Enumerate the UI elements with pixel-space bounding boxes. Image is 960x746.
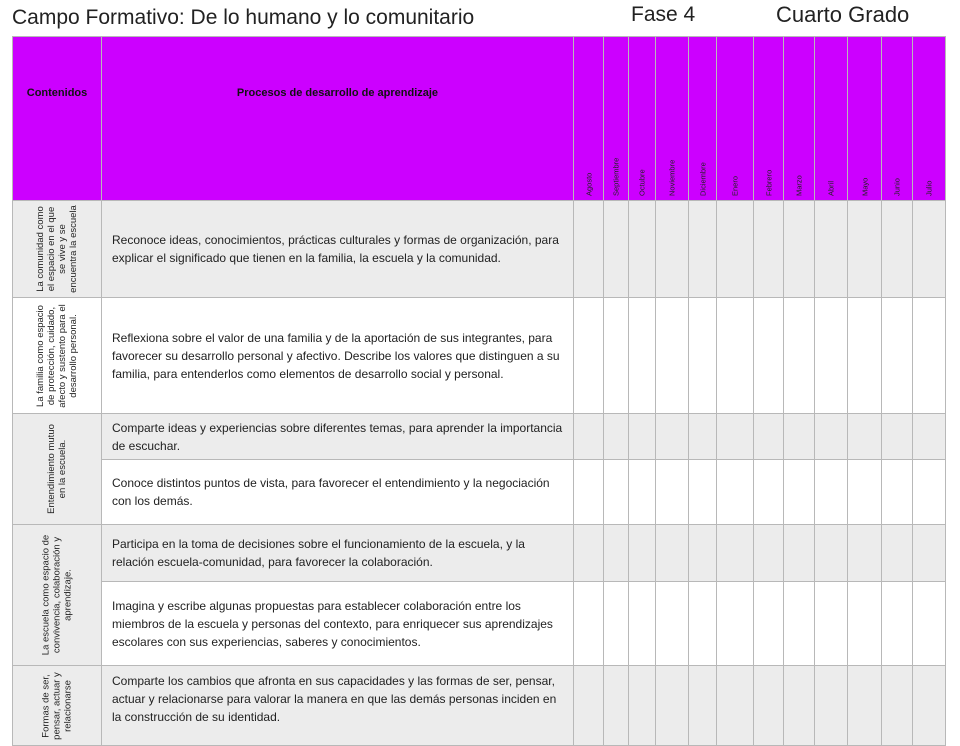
month-check-cell[interactable] <box>717 525 754 582</box>
month-check-cell[interactable] <box>629 414 656 460</box>
header-month <box>689 37 717 201</box>
month-check-cell[interactable] <box>656 201 689 298</box>
month-label: Septiembre <box>611 157 621 196</box>
contenido-text: Formas de ser, pensar, actuar y relacionarse <box>40 671 74 740</box>
month-check-cell[interactable] <box>882 525 913 582</box>
month-label: Noviembre <box>667 159 677 196</box>
month-check-cell[interactable] <box>574 582 604 666</box>
table-row <box>13 525 946 582</box>
month-check-cell[interactable] <box>815 414 848 460</box>
header-month <box>629 37 656 201</box>
month-label: Marzo <box>794 175 804 196</box>
month-check-cell[interactable] <box>882 582 913 666</box>
month-check-cell[interactable] <box>604 414 629 460</box>
proceso-cell: Participa en la toma de decisiones sobre el funcionamiento de la escuela, y la relación escuela-comunidad, para favorecer la colaboración. <box>102 525 574 582</box>
planning-table <box>12 36 946 746</box>
contenido-text: La familia como espacio de protección, cuidado, afecto y sustento para el desarrollo personal. <box>35 303 79 408</box>
header-month <box>882 37 913 201</box>
month-check-cell[interactable] <box>848 525 882 582</box>
header-month <box>913 37 946 201</box>
month-check-cell[interactable] <box>574 525 604 582</box>
proceso-cell: Imagina y escribe algunas propuestas para establecer colaboración entre los miembros de la escuela y personas del contexto, para enriquecer sus aprendizajes escolares con sus experiencias, saberes y conocimientos. <box>102 582 574 666</box>
proceso-cell: Comparte ideas y experiencias sobre diferentes temas, para aprender la importancia de escuchar. <box>102 414 574 460</box>
month-check-cell[interactable] <box>815 460 848 525</box>
month-check-cell[interactable] <box>848 666 882 746</box>
month-check-cell[interactable] <box>754 298 784 414</box>
proceso-cell: Reconoce ideas, conocimientos, prácticas culturales y formas de organización, para explicar el significado que tienen en la familia, la escuela y la comunidad. <box>102 201 574 298</box>
month-check-cell[interactable] <box>913 582 946 666</box>
month-check-cell[interactable] <box>689 298 717 414</box>
month-check-cell[interactable] <box>882 414 913 460</box>
month-label: Mayo <box>860 177 869 196</box>
month-check-cell[interactable] <box>629 298 656 414</box>
month-check-cell[interactable] <box>784 201 815 298</box>
month-check-cell[interactable] <box>689 525 717 582</box>
month-check-cell[interactable] <box>689 582 717 666</box>
month-check-cell[interactable] <box>784 525 815 582</box>
month-check-cell[interactable] <box>848 298 882 414</box>
month-check-cell[interactable] <box>815 666 848 746</box>
month-check-cell[interactable] <box>882 666 913 746</box>
month-check-cell[interactable] <box>656 414 689 460</box>
month-check-cell[interactable] <box>604 582 629 666</box>
contenido-cell <box>13 298 102 414</box>
month-check-cell[interactable] <box>717 414 754 460</box>
month-check-cell[interactable] <box>882 460 913 525</box>
contenido-text: Entendimiento mutuo en la escuela. <box>46 424 68 514</box>
month-check-cell[interactable] <box>848 460 882 525</box>
header-month <box>784 37 815 201</box>
month-check-cell[interactable] <box>717 666 754 746</box>
month-check-cell[interactable] <box>629 525 656 582</box>
month-check-cell[interactable] <box>604 460 629 525</box>
month-check-cell[interactable] <box>913 525 946 582</box>
contenido-cell <box>13 666 102 746</box>
month-label: Julio <box>924 180 934 196</box>
month-check-cell[interactable] <box>629 582 656 666</box>
month-check-cell[interactable] <box>913 414 946 460</box>
header-contenidos: Contenidos <box>13 37 102 201</box>
table-row <box>13 201 946 298</box>
page-header <box>0 0 960 34</box>
month-label: Agosto <box>584 172 593 196</box>
month-label: Diciembre <box>698 162 707 196</box>
month-check-cell[interactable] <box>913 201 946 298</box>
month-label: Abril <box>826 180 836 196</box>
month-check-cell[interactable] <box>815 201 848 298</box>
month-check-cell[interactable] <box>784 460 815 525</box>
header-month <box>574 37 604 201</box>
month-check-cell[interactable] <box>689 201 717 298</box>
month-check-cell[interactable] <box>604 525 629 582</box>
month-check-cell[interactable] <box>754 201 784 298</box>
month-check-cell[interactable] <box>656 525 689 582</box>
month-check-cell[interactable] <box>656 298 689 414</box>
header-month <box>717 37 754 201</box>
month-check-cell[interactable] <box>574 298 604 414</box>
month-check-cell[interactable] <box>574 460 604 525</box>
month-check-cell[interactable] <box>882 201 913 298</box>
header-month <box>754 37 784 201</box>
month-check-cell[interactable] <box>717 298 754 414</box>
month-check-cell[interactable] <box>913 298 946 414</box>
month-check-cell[interactable] <box>656 582 689 666</box>
grade-label: Cuarto Grado <box>776 2 910 27</box>
contenido-text: La escuela como espacio de convivencia, colaboración y aprendizaje. <box>40 534 74 656</box>
month-check-cell[interactable] <box>754 666 784 746</box>
contenido-text: La comunidad como el espacio en el que se vive y se encuentra la escuela <box>35 205 79 293</box>
month-check-cell[interactable] <box>604 201 629 298</box>
month-check-cell[interactable] <box>689 414 717 460</box>
month-check-cell[interactable] <box>629 460 656 525</box>
header-month <box>815 37 848 201</box>
month-check-cell[interactable] <box>815 298 848 414</box>
month-check-cell[interactable] <box>629 666 656 746</box>
table-row <box>13 414 946 460</box>
proceso-cell: Comparte los cambios que afronta en sus capacidades y las formas de ser, pensar, actuar y relacionarse para valorar la manera en que las demás personas inciden en la construcción de su identidad. <box>102 666 574 746</box>
month-label: Junio <box>892 178 902 196</box>
table-row <box>13 666 946 746</box>
table-row <box>13 582 946 666</box>
month-check-cell[interactable] <box>574 414 604 460</box>
month-check-cell[interactable] <box>815 582 848 666</box>
month-check-cell[interactable] <box>815 525 848 582</box>
month-check-cell[interactable] <box>882 298 913 414</box>
month-check-cell[interactable] <box>689 460 717 525</box>
table-row <box>13 298 946 414</box>
month-label: Febrero <box>764 169 773 196</box>
fase-label: Fase 4 <box>631 3 696 26</box>
month-check-cell[interactable] <box>784 298 815 414</box>
proceso-cell: Reflexiona sobre el valor de una familia y de la aportación de sus integrantes, para favorecer su desarrollo personal y afectivo. Describe los valores que distinguen a su familia, para entenderlos como elementos de desarrollo social y personal. <box>102 298 574 414</box>
header-month <box>656 37 689 201</box>
month-check-cell[interactable] <box>629 201 656 298</box>
month-check-cell[interactable] <box>754 460 784 525</box>
month-label: Octubre <box>637 169 647 196</box>
month-check-cell[interactable] <box>754 525 784 582</box>
contenido-cell <box>13 414 102 525</box>
header-month <box>604 37 629 201</box>
month-check-cell[interactable] <box>784 666 815 746</box>
proceso-cell: Conoce distintos puntos de vista, para favorecer el entendimiento y la negociación con los demás. <box>102 460 574 525</box>
contenido-cell <box>13 525 102 666</box>
month-check-cell[interactable] <box>574 666 604 746</box>
month-check-cell[interactable] <box>656 666 689 746</box>
month-check-cell[interactable] <box>604 298 629 414</box>
month-check-cell[interactable] <box>574 201 604 298</box>
month-check-cell[interactable] <box>717 460 754 525</box>
month-check-cell[interactable] <box>913 666 946 746</box>
header-month <box>848 37 882 201</box>
month-check-cell[interactable] <box>754 582 784 666</box>
month-check-cell[interactable] <box>848 201 882 298</box>
table-row <box>13 460 946 525</box>
contenido-cell <box>13 201 102 298</box>
month-check-cell[interactable] <box>656 460 689 525</box>
month-check-cell[interactable] <box>784 414 815 460</box>
month-label: Enero <box>730 175 740 196</box>
month-check-cell[interactable] <box>913 460 946 525</box>
month-check-cell[interactable] <box>604 666 629 746</box>
month-check-cell[interactable] <box>784 582 815 666</box>
month-check-cell[interactable] <box>848 414 882 460</box>
header-procesos: Procesos de desarrollo de aprendizaje <box>102 37 574 201</box>
month-check-cell[interactable] <box>689 666 717 746</box>
month-check-cell[interactable] <box>717 582 754 666</box>
table-header-row <box>13 37 946 201</box>
month-check-cell[interactable] <box>717 201 754 298</box>
page-title: Campo Formativo: De lo humano y lo comunitario <box>12 6 475 29</box>
month-check-cell[interactable] <box>848 582 882 666</box>
month-check-cell[interactable] <box>754 414 784 460</box>
